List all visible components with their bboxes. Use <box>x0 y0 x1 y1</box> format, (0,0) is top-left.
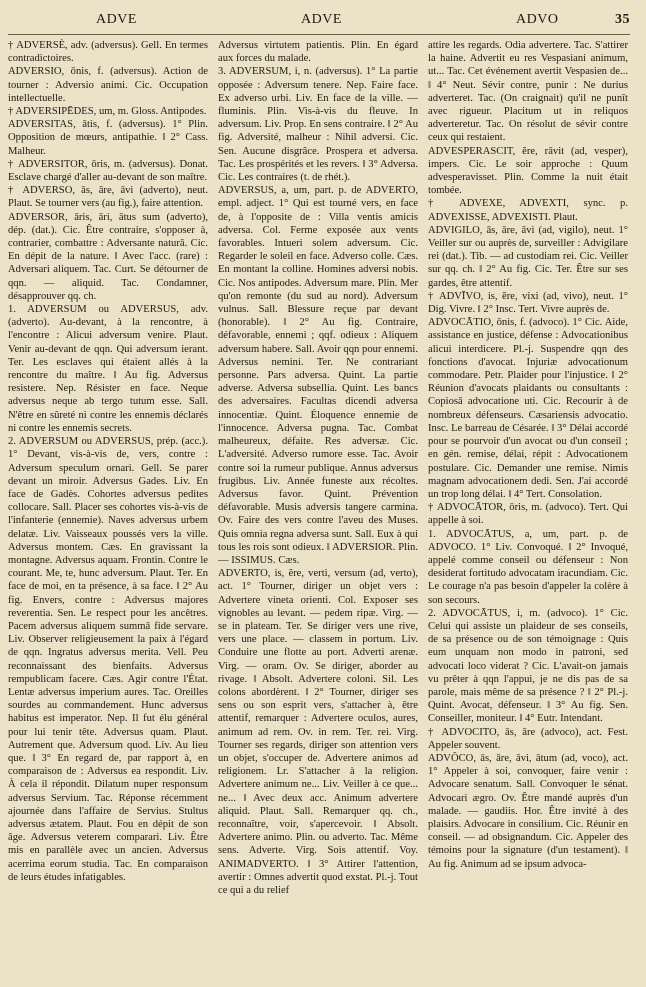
dictionary-entry: attire les regards. Odia advertere. Tac. S'attirer la haine. Advertit eu res Vespasiani animum, ut... Tac. Cet événement avertit Vespasien de... ‖ 4° Neut. Sévir contre, punir : Ne durius adverteret. Tac. (On craignait) qu'il ne punît avec rigueur. Placitum ut in reliquos adverteretur. Tac. On résolut de sévir contre ceux qui restaient. <box>428 40 628 144</box>
dictionary-entry: † ADVĪVO, is, ĕre, vixi (ad, vivo), neut. 1° Dig. Vivre. ‖ 2° Insc. Tert. Vivre auprès de. <box>428 290 628 316</box>
header-center-guideword: ADVE <box>301 12 342 27</box>
dictionary-entry: 2. ADVOCĀTUS, i, m. (advoco). 1° Cic. Celui qui assiste un plaideur de ses conseils, de sa présence ou de son témoignage : Quis eum unquam non modo in patroni, sed advocati loco viderat ? Cic. L'avait-on jamais vu prêter à qqn l'appui, je ne dis pas de sa parole, mais même de sa présence ? ‖ 2° Pl.-j. Quint. Avocat, défenseur. ‖ 3° Au fig. Sen. Conseiller, moniteur. ‖ 4° Eutr. Intendant. <box>428 607 628 725</box>
dictionary-entry: ADVIGILO, ās, āre, āvi (ad, vigilo), neut. 1° Veiller sur ou auprès de, surveiller : Advigilare rei (dat.). Tib. — ad custodiam rei. Cic. Veiller sur qq. ch. ‖ 2° Au fig. Cic. Ter. Être sur ses gardes, être attentif. <box>428 224 628 289</box>
dictionary-entry: 3. ADVERSUM, i, n. (adversus). 1° La partie opposée : Adversum tenere. Nep. Faire face. Ex adverso urbi. Liv. En face de la ville. — fluminis. Plin. Vis-à-vis du fleuve. In adversum. Liv. Prop. En sens contraire. ‖ 2° Au fig. Adversité, malheur : Nihil adversi. Cic. Sen. Aucune disgrâce. Prospera et adversa. Tac. Les prospérités et les revers. ‖ 3° Adversa. Cic. Les contraires (t. de rhét.). <box>218 66 418 184</box>
column-middle <box>218 39 418 987</box>
dictionary-entry: † ADVERSITOR, ōris, m. (adversus). Donat. Esclave chargé d'aller au-devant de son maître. <box>8 158 208 184</box>
dictionary-entry: ADVŎCO, ās, āre, āvi, ātum (ad, voco), act. 1° Appeler à soi, convoquer, faire venir : Advocare senatum. Sall. Convoquer le sénat. Advocari ægro. Ov. Être mandé auprès d'un malade. — gaudiis. Hor. Être invité à des plaisirs. Advocare in consilium. Cic. Réunir en conseil. — ad obsignandum. Cic. Appeler des témoins pour la signature (d'un testament). ‖ Au fig. Animum ad se ipsum advoca- <box>428 752 628 870</box>
dictionary-entry: ADVESPERASCIT, ĕre, rāvit (ad, vesper), impers. Cic. Le soir approche : Quum advesperavisset. Plin. Comme la nuit était tombée. <box>428 145 628 197</box>
header-left-guideword: ADVE <box>96 12 137 27</box>
running-header <box>8 12 630 35</box>
header-right-guideword: ADVO <box>516 12 559 27</box>
text-columns <box>8 39 630 987</box>
column-right <box>428 39 628 987</box>
page-number: 35 <box>615 12 630 27</box>
dictionary-entry: ADVERSUS, a, um, part. p. de ADVERTO, empl. adject. 1° Qui est tourné vers, en face de, à l'opposite de : Villa ventis amicis adversa. Col. Ferme exposée aux vents favorables. Intueri solem adversum. Cic. Regarder le soleil en face. Adverso colle. Cæs. En montant la colline. Homines adversi nobis. Cic. Nos antipodes. Adversum mare. Plin. Mer qu'on remonte (du sud au nord). Adversum vulnus. Sall. Blessure reçue par devant (honorable). ‖ 2° Au fig. Contraire, défavorable, ennemi ; qqf. odieux : Aliquem adversum habere. Sall. Avoir qqn pour ennemi. Adversus nemini. Ter. Ne contrariant personne. Pars adversa. Quint. La partie adverse. Adversa subsellia. Quint. Les bancs des adversaires. Facultas dicendi adversa innocentiæ. Quint. Éloquence ennemie de l'innocence. Adversa pugna. Tac. Combat malheureux, défaite. Res adversæ. Cic. L'adversité. Adverso rumore esse. Tac. Avoir contre soi la rumeur publique. Annus adversus frugibus. Liv. Année funeste aux récoltes. Adversus favor. Quint. Prévention défavorable. Musis adversis tangere carmina. Ov. Faire des vers contre l'aveu des Muses. Quis omnia regna adversa sunt. Sall. Eux à qui tous les rois sont odieux. ‖ ADVERSIOR. Plin. — ISSIMUS. Cæs. <box>218 185 418 566</box>
dictionary-entry: ADVERSIO, ōnis, f. (adversus). Action de tourner : Adversio animi. Cic. Occupation intellectuelle. <box>8 66 208 104</box>
dictionary-entry: Adversus virtutem patientis. Plin. En égard aux forces du malade. <box>218 40 418 65</box>
dictionary-entry: ADVERTO, is, ĕre, verti, versum (ad, verto), act. 1° Tourner, diriger un objet vers : Advertere vineta orienti. Col. Exposer ses vignobles au levant. — pedem ripæ. Virg. — se in plateam. Ter. Se diriger vers une rive, vers une place. — classem in portum. Liv. Conduire une flotte au port. Adverti arenæ. Virg. — oram. Ov. Se diriger, aborder au rivage. ‖ Absolt. Advertere coloni. Sil. Les colons abordèrent. ‖ 2° Tourner, diriger ses sens ou son esprit vers, s'attacher à, être attentif, remarquer : Advertere oculos, aures, animum ad rem. Ov. in rem. Ter. rei. Virg. Tourner ses regards, diriger son attention vers un objet, s'occuper de. Advertere animos ad religionem. Lr. S'attacher à la religion. Advertere animum ne... Liv. Veiller à ce que... ne... ‖ Avec deux acc. Animum advertere aliquid. Plaut. Sall. Remarquer qq. ch., reconnaître, voir, s'apercevoir. ‖ Absolt. Advertere animo. Plin. ou adverto. Tac. Même sens. Adverte. Virg. Sois attentif. Voy. ANIMADVERTO. ‖ 3° Attirer l'attention, avertir : Omnes advertit quod exstat. Pl.-j. Tout ce qui a du relief <box>218 568 418 896</box>
dictionary-entry: † ADVERSIPĒDES, um, m. Gloss. Antipodes. <box>8 106 207 118</box>
column-left <box>8 39 208 987</box>
dictionary-entry: 1. ADVOCĀTUS, a, um, part. p. de ADVOCO. 1° Liv. Convoqué. ‖ 2° Invoqué, appelé comme conseil ou défenseur : Non desiderat fortitudo advocatam iracundiam. Cic. Le courage n'a pas besoin d'appeler la colère à son secours. <box>428 528 628 606</box>
dictionary-entry: † ADVERSÈ, adv. (adversus). Gell. En termes contradictoires. <box>8 40 208 65</box>
dictionary-entry: † ADVERSO, ās, āre, āvi (adverto), neut. Plaut. Se tourner vers (au fig.), faire attention. <box>8 185 208 210</box>
dictionary-entry: † ADVOCITO, ās, āre (advoco), act. Fest. Appeler souvent. <box>428 726 628 751</box>
dictionary-entry: 1. ADVERSUM ou ADVERSUS, adv. (adverto). Au-devant, à la rencontre, à l'encontre : Alicui adversum venire. Plaut. Venir au-devant de qqn. Qui adversum ierant. Ter. Les esclaves qui étaient allés à la rencontre du maître. ‖ Au fig. Adversus resistere. Nep. Résister en face. Neque adversus neque ab tergo tutum esse. Sall. N'être en sûreté ni contre les ennemis déclarés ni contre les ennemis secrets. <box>8 304 208 434</box>
dictionary-entry: ADVERSITAS, ātis, f. (adversus). 1° Plin. Opposition de mœurs, antipathie. ‖ 2° Cass. Malheur. <box>8 119 208 157</box>
dictionary-entry: ADVERSOR, āris, āri, ātus sum (adverto), dép. (dat.). Cic. Être contraire, s'opposer à, contrarier, combattre : Adversante naturā. Cic. En dépit de la nature. ‖ Avec l'acc. (rare) : Adversari aliquem. Tac. Curt. Se détourner de qqn. — aliquid. Tac. Condamner, désapprouver qq. ch. <box>8 211 208 302</box>
dictionary-entry: ADVOCĀTIO, ōnis, f. (advoco). 1° Cic. Aide, assistance en justice, défense : Advocationibus alicui interdicere. Pl.-j. Suspendre qqn des fonctions d'avocat. Injuriæ advocationum commodare. Petr. Plaider pour l'injustice. ‖ 2° Réunion d'avocats plaidants ou consultants : Copiosā advocatione uti. Cic. Recourir à de nombreux défenseurs. Cæsariensis advocatio. Insc. Le barreau de Césarée. ‖ 3° Délai accordé pour se pourvoir d'un avocat ou d'un conseil ; en gén. remise, délai, répit : Advocationem postulare. Cic. Demander une remise. Nimis magnam advocationem dedi. Sen. J'ai accordé un trop long délai. ‖ 4° Tert. Consolation. <box>428 317 628 500</box>
dictionary-entry: 2. ADVERSUM ou ADVERSUS, prép. (acc.). 1° Devant, vis-à-vis de, vers, contre : Adversum speculum ornari. Gell. Se parer devant un miroir. Adversus Gades. Liv. En face de Gadès. Cohortes adversus pedites collocare. Sall. Placer ses cohortes vis-à-vis de l'infanterie (ennemie). Naves adversus urbem delatæ. Liv. Vaisseaux poussés vers la ville. Adversus montem. Cæs. En gravissant la montagne. Adversus aquam. Frontin. Contre le courant. Me, te, hunc adversum. Plaut. Ter. En face de moi, en ta présence, à sa face. ‖ 2° Au fig. Envers, contre : Adversus majores reverentia. Sen. Le respect pour les ancêtres. Pacem adversus aliquem summā fide servare. Liv. Observer religieusement la paix à l'égard de qqn. Ingratus adversus merita. Vell. Peu reconnaissant des bienfaits. Adversus rempublicam facere. Cæs. Agir contre l'État. Lentæ adversus imperium aures. Tac. Oreilles sourdes au commandement. Hunc adversus habitus est imperator. Nep. Il fut élu général pour lui tenir tête. Adversus quam. Plaut. Autrement que. Adversum quod. Liv. Au lieu que. ‖ 3° En regard de, par rapport à, en comparaison de : Adversus ea respondit. Liv. À cela il répondit. Dilatum nuper responsum adversus Servium. Tac. Réponse récemment ajournée dans l'affaire de Servius. Stultus adversus ætatem. Plaut. Fou en dépit de son âge. Adversus veterem comparari. Liv. Être mis en parallèle avec un ancien. Adversus acerrima eorum studia. Tac. En comparaison de leurs études infatigables. <box>8 436 208 883</box>
dictionary-entry: † ADVEXE, ADVEXTI, sync. p. ADVEXISSE, ADVEXISTI. Plaut. <box>428 198 628 223</box>
dictionary-entry: † ADVOCĀTOR, ōris, m. (advoco). Tert. Qui appelle à soi. <box>428 502 628 527</box>
